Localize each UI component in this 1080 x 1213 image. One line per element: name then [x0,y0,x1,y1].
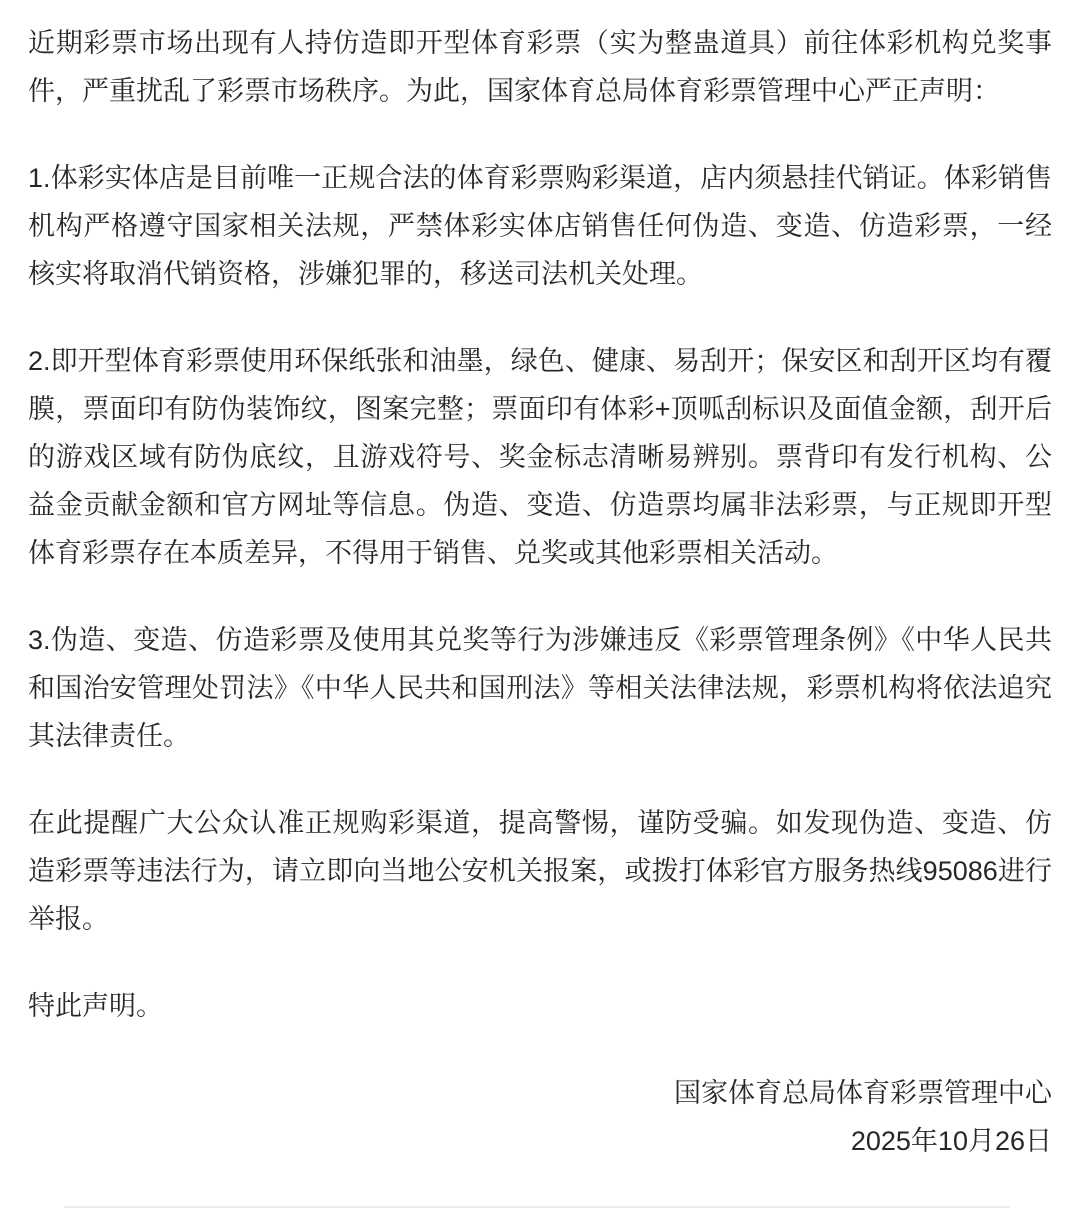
statement-reminder: 在此提醒广大公众认准正规购彩渠道，提高警惕，谨防受骗。如发现伪造、变造、仿造彩票等违法行为，请立即向当地公安机关报案，或拨打体彩官方服务热线95086进行举报。 [28,808,1052,934]
statement-date: 2025年10月26日 [850,1126,1052,1156]
bottom-divider [64,1206,1010,1208]
statement-point-1: 1.体彩实体店是目前唯一正规合法的体育彩票购彩渠道，店内须悬挂代销证。体彩销售机构严格遵守国家相关法规，严禁体彩实体店销售任何伪造、变造、仿造彩票，一经核实将取消代销资格，涉嫌犯罪的，移送司法机关处理。 [28,163,1052,289]
statement-point-3: 3.伪造、变造、仿造彩票及使用其兑奖等行为涉嫌违反《彩票管理条例》《中华人民共和国治安管理处罚法》《中华人民共和国刑法》等相关法律法规，彩票机构将依法追究其法律责任。 [28,625,1052,751]
statement-signer: 国家体育总局体育彩票管理中心 [674,1078,1052,1108]
statement-intro: 近期彩票市场出现有人持仿造即开型体育彩票（实为整蛊道具）前往体彩机构兑奖事件，严重扰乱了彩票市场秩序。为此，国家体育总局体育彩票管理中心严正声明： [28,28,1052,106]
statement-point-2: 2.即开型体育彩票使用环保纸张和油墨，绿色、健康、易刮开；保安区和刮开区均有覆膜，票面印有防伪装饰纹，图案完整；票面印有体彩+顶呱刮标识及面值金额，刮开后的游戏区域有防伪底纹，且游戏符号、奖金标志清晰易辨别。票背印有发行机构、公益金贡献金额和官方网址等信息。伪造、变造、仿造票均属非法彩票，与正规即开型体育彩票存在本质差异，不得用于销售、兑奖或其他彩票相关活动。 [28,346,1052,568]
statement-signature-block [28,1069,1052,1165]
statement-closing: 特此声明。 [28,991,163,1021]
